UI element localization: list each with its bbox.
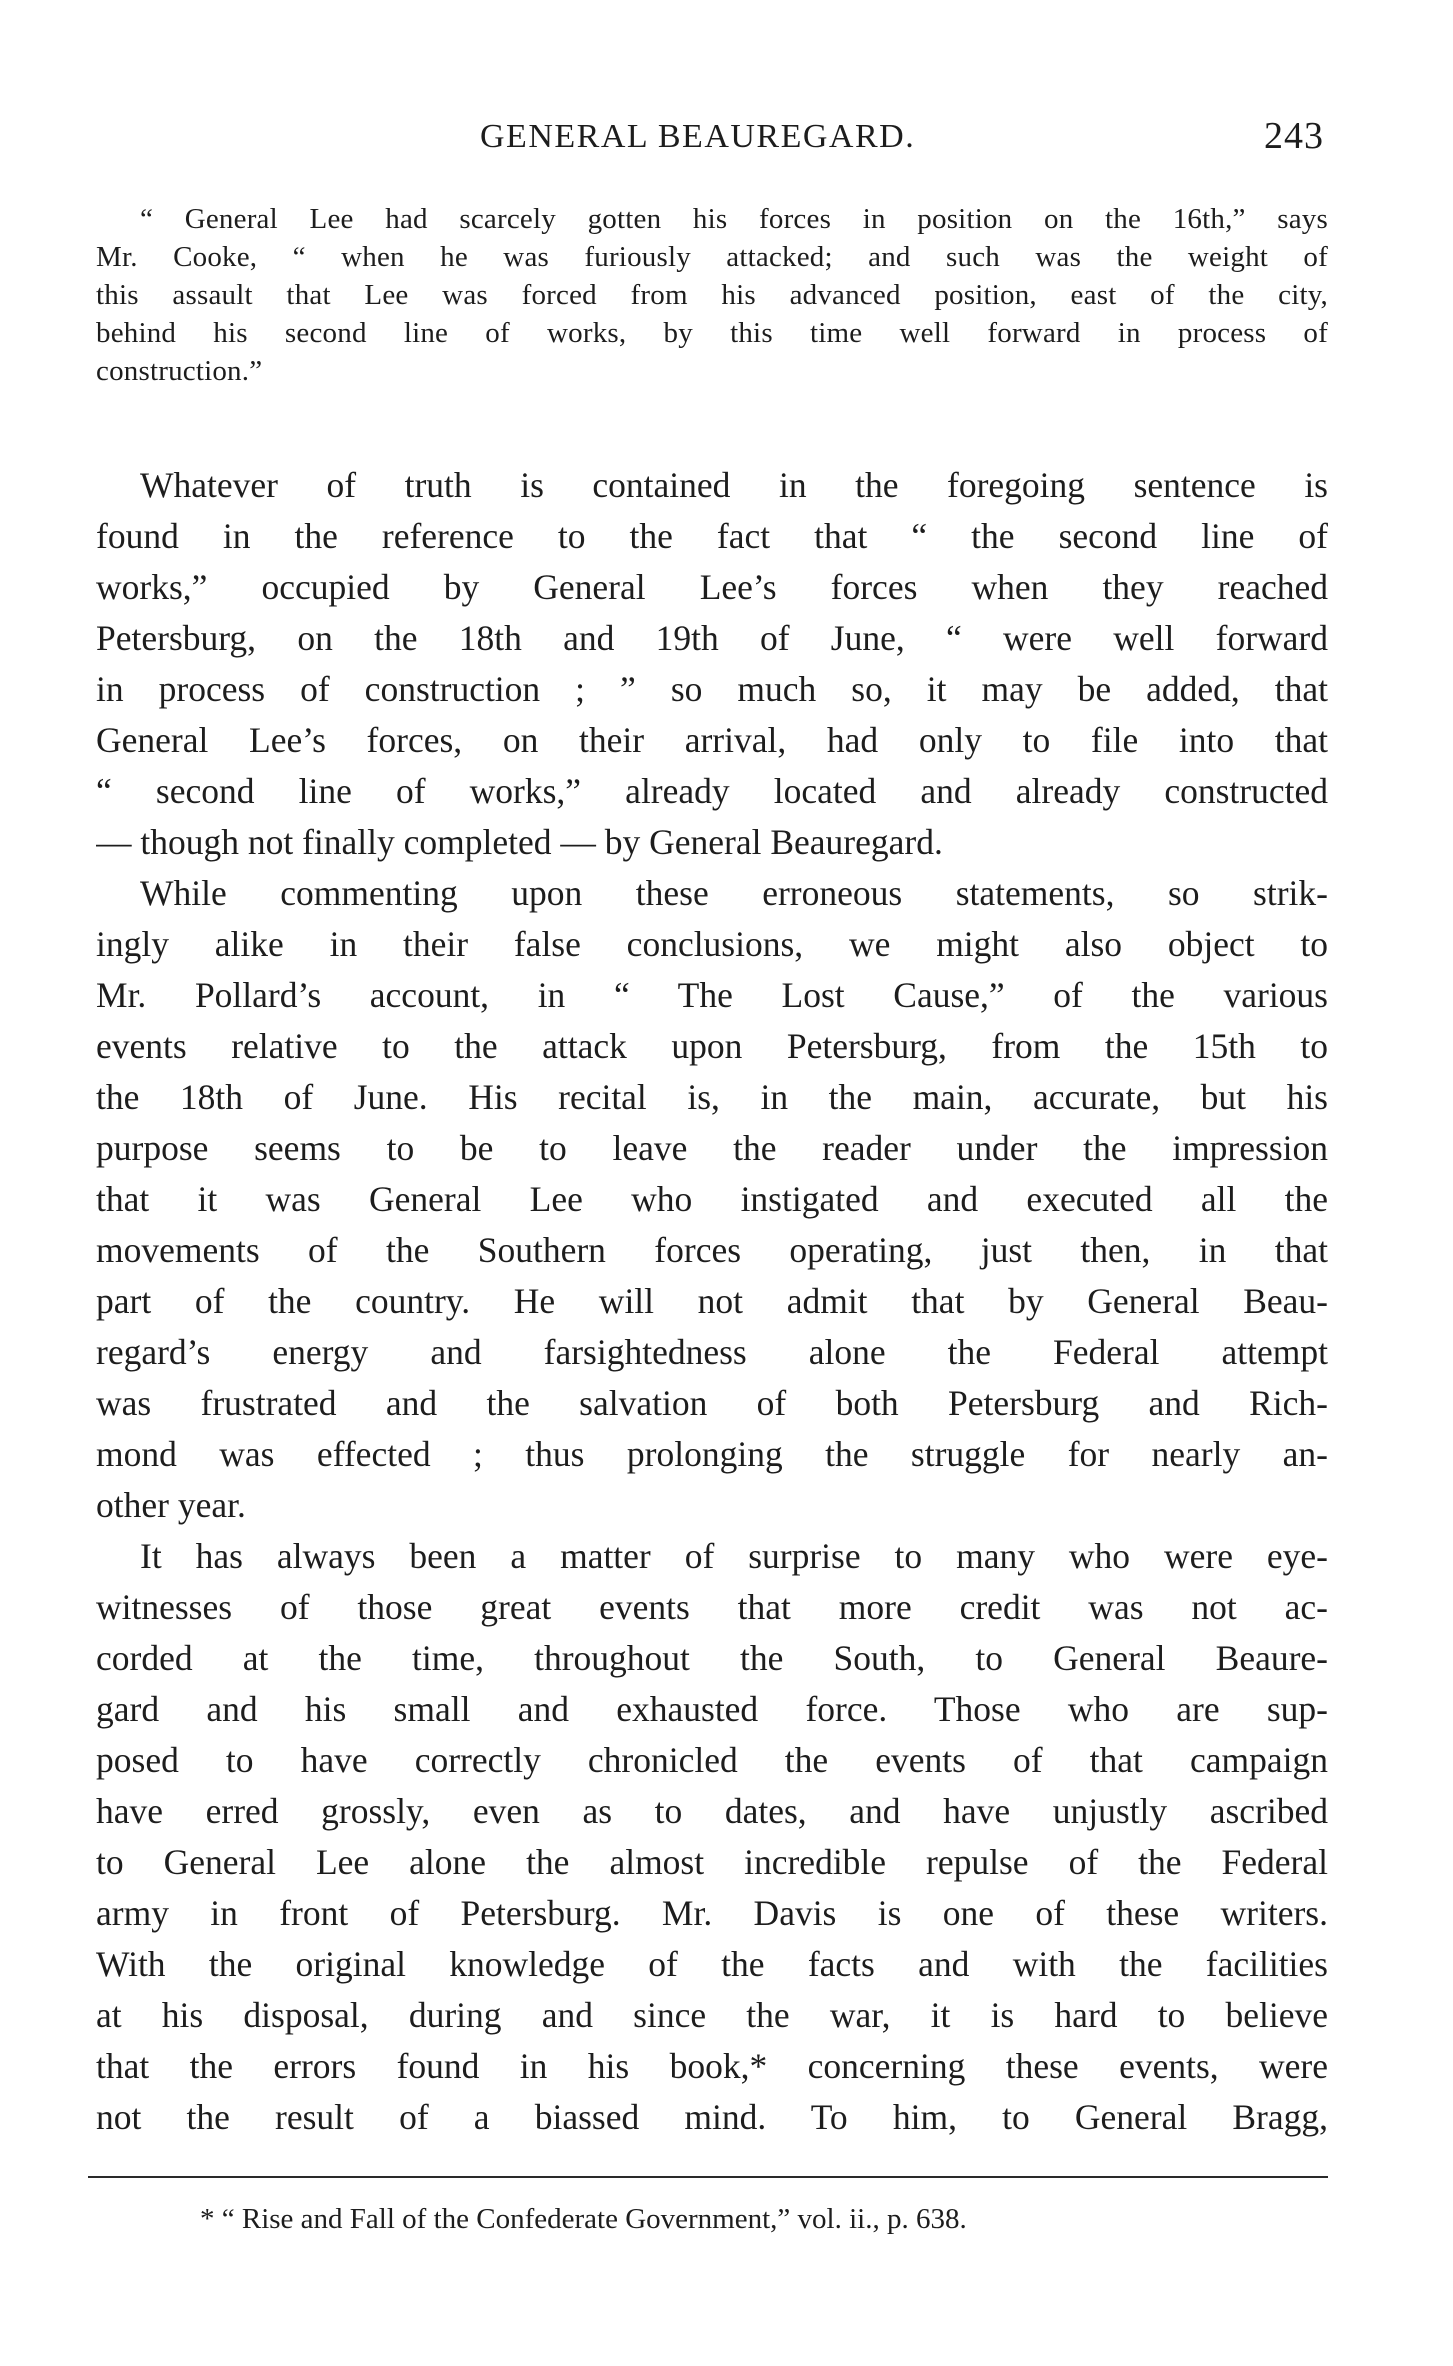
body-line: the 18th of June. His recital is, in the main, accurate, but his: [96, 1077, 1328, 1117]
running-title: GENERAL BEAUREGARD.: [480, 118, 916, 155]
body-line: witnesses of those great events that more credit was not ac-: [96, 1587, 1328, 1627]
body-line: gard and his small and exhausted force. Those who are sup-: [96, 1689, 1328, 1729]
body-line: part of the country. He will not admit that by General Beau-: [96, 1281, 1328, 1321]
body-line: ingly alike in their false conclusions, we might also object to: [96, 924, 1328, 964]
quote-line: construction.”: [96, 355, 263, 387]
block-quotation: [96, 200, 1328, 390]
body-line: purpose seems to be to leave the reader under the impression: [96, 1128, 1328, 1168]
page-number: 243: [1264, 115, 1324, 157]
body-line: events relative to the attack upon Petersburg, from the 15th to: [96, 1026, 1328, 1066]
body-line: Whatever of truth is contained in the foregoing sentence is: [140, 465, 1328, 505]
body-line: General Lee’s forces, on their arrival, had only to file into that: [96, 720, 1328, 760]
body-line: — though not finally completed — by General Beauregard.: [96, 822, 943, 862]
body-line: have erred grossly, even as to dates, and have unjustly ascribed: [96, 1791, 1328, 1831]
body-line: not the result of a biassed mind. To him, to General Bragg,: [96, 2097, 1328, 2137]
body-line: corded at the time, throughout the South, to General Beaure-: [96, 1638, 1328, 1678]
body-line: While commenting upon these erroneous statements, so strik-: [140, 873, 1328, 913]
body-line: army in front of Petersburg. Mr. Davis is one of these writers.: [96, 1893, 1328, 1933]
body-line: works,” occupied by General Lee’s forces when they reached: [96, 567, 1328, 607]
body-text: [96, 460, 1328, 2143]
body-line: at his disposal, during and since the war, it is hard to believe: [96, 1995, 1328, 2035]
body-line: that the errors found in his book,* concerning these events, were: [96, 2046, 1328, 2086]
quote-line: behind his second line of works, by this time well forward in process of: [96, 317, 1328, 349]
body-line: found in the reference to the fact that “ the second line of: [96, 516, 1328, 556]
body-line: movements of the Southern forces operating, just then, in that: [96, 1230, 1328, 1270]
body-line: mond was effected ; thus prolonging the struggle for nearly an-: [96, 1434, 1328, 1474]
body-line: posed to have correctly chronicled the events of that campaign: [96, 1740, 1328, 1780]
quote-line: this assault that Lee was forced from his advanced position, east of the city,: [96, 279, 1328, 311]
footnote: * “ Rise and Fall of the Confederate Government,” vol. ii., p. 638.: [200, 2203, 967, 2235]
body-line: in process of construction ; ” so much so, it may be added, that: [96, 669, 1328, 709]
body-line: was frustrated and the salvation of both Petersburg and Rich-: [96, 1383, 1328, 1423]
body-line: With the original knowledge of the facts and with the facilities: [96, 1944, 1328, 1984]
body-line: other year.: [96, 1485, 246, 1525]
quote-line: “ General Lee had scarcely gotten his forces in position on the 16th,” says: [140, 203, 1328, 235]
body-line: regard’s energy and farsightedness alone the Federal attempt: [96, 1332, 1328, 1372]
body-line: Petersburg, on the 18th and 19th of June, “ were well forward: [96, 618, 1328, 658]
body-line: that it was General Lee who instigated and executed all the: [96, 1179, 1328, 1219]
body-line: Mr. Pollard’s account, in “ The Lost Cause,” of the various: [96, 975, 1328, 1015]
body-line: It has always been a matter of surprise to many who were eye-: [140, 1536, 1328, 1576]
body-line: to General Lee alone the almost incredible repulse of the Federal: [96, 1842, 1328, 1882]
quote-line: Mr. Cooke, “ when he was furiously attacked; and such was the weight of: [96, 241, 1328, 273]
footnote-divider: [88, 2176, 1328, 2178]
body-line: “ second line of works,” already located and already constructed: [96, 771, 1328, 811]
